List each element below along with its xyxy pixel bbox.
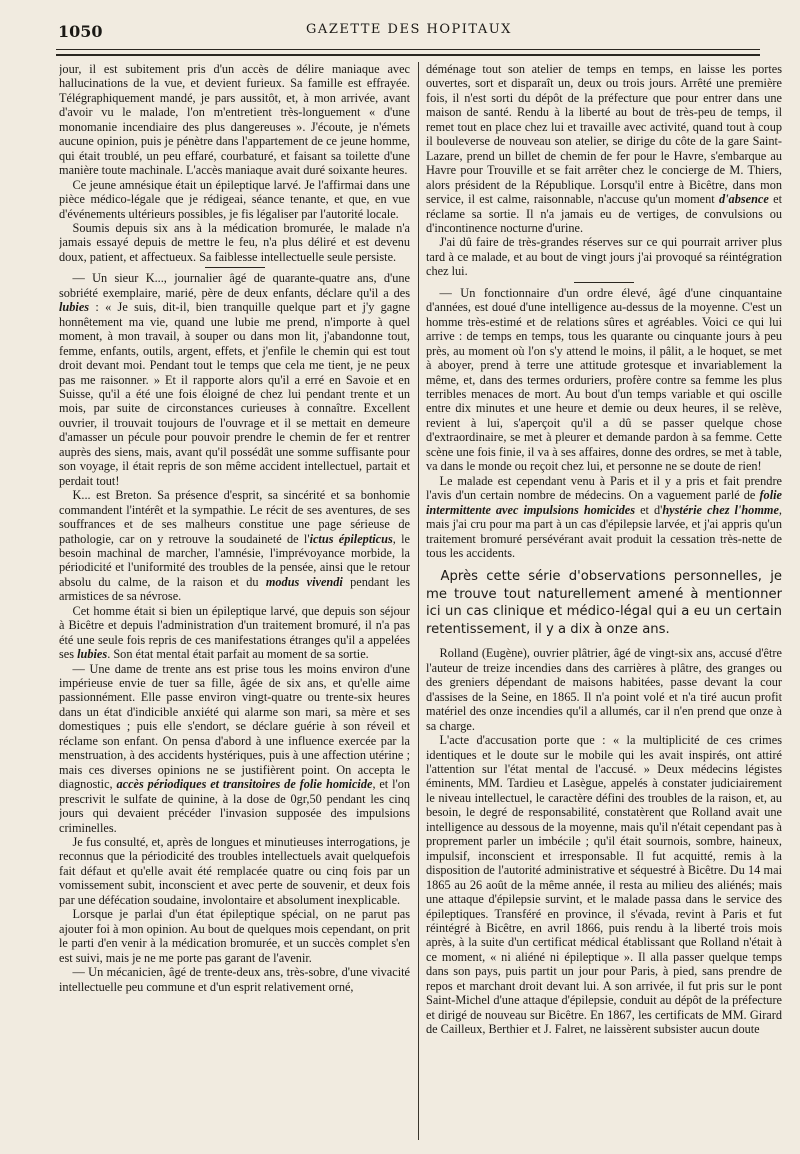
page-header xyxy=(58,18,760,48)
paragraph: Rolland (Eugène), ouvrier plâtrier, âgé de vingt-six ans, accusé d'être l'auteur de treize incendies dans des carrières à plâtre, des granges ou des greniers dépendant de maisons habitées, passe devant la cour d'assises de la Seine, en 1865. Il n'a point volé et n'a tiré aucun profit matériel des onze incendies qu'il a allumés, car il n'en prend que onze à sa charge. xyxy=(426,646,782,733)
paragraph: — Un sieur K..., journalier âgé de quarante-quatre ans, d'une sobriété exemplaire, marié, père de deux enfants, déclare qu'il a des lubies : « Je suis, dit-il, bien tranquille quelque part et j'y gagne honnêtement ma vie, quand une lubie me prend, n'importe à quel moment, à mon travail, à souper ou dans mon lit, j'abandonne tout, femme, enfants, outils, argent, effets, et j'enfile le chemin qui est tout droit devant moi. Pendant tout le temps que cela me tient, je ne peux pas me raisonner. » Et il rapporte alors qu'il a erré en Savoie et en Suisse, qu'il a été une fois éloigné de chez lui pendant trente et un mois, par suite de circonstances curieuses à connaître. Excellent ouvrier, il trouvait toujours de l'ouvrage et il se mettait en demeure d'amasser un pécule pour pouvoir prendre le chemin de fer et rentrer auprès des siens, mais, avant qu'il possédât une somme suffisante pour son voyage, il était repris de son même accident intellectuel, partait et perdait tout! xyxy=(59,271,410,488)
separator-rule xyxy=(205,267,265,268)
page-number: 1050 xyxy=(58,22,103,41)
column-divider xyxy=(418,62,419,1140)
section-lead-paragraph: Après cette série d'observations personnelles, je me trouve tout naturellement amené à mentionner ici un cas clinique et médico-légal qui a eu un certain retentissement, il y a dix à onze ans. xyxy=(426,569,782,637)
paragraph: Je fus consulté, et, après de longues et minutieuses interrogations, je reconnus que la périodicité des troubles intellectuels avait quelquefois fait défaut et qu'elle avait été remplacée quatre ou cinq fois par un vomissement subit, inconscient et avec perte de souvenir, et deux fois par une défécation soudaine, involontaire et absolument inexplicable. xyxy=(59,835,410,907)
paragraph: jour, il est subitement pris d'un accès de délire maniaque avec hallucinations de la vue, et devient furieux. Sa famille est effrayée. Télégraphiquement mandé, je pars aussitôt, et, à mon arrivée, avant d'avoir vu le malade, l'on m'entretient très-longuement « d'une monomanie incendiaire des plus dangereuses ». J'écoute, je n'émets aucune opinion, puis je pénètre dans l'appartement de ce jeune homme, qui était troublé, un peu effaré, courbaturé, et faisant sa toilette d'une manière toute machinale. L'accès maniaque avait duré soixante heures. xyxy=(59,62,410,178)
paragraph: Soumis depuis six ans à la médication bromurée, le malade n'a jamais essayé depuis de mettre le feu, n'a plus déliré et est devenu doux, patient, et affectueux. Sa faiblesse intellectuelle seule persiste. xyxy=(59,220,410,264)
paragraph: Cet homme était si bien un épileptique larvé, que depuis son séjour à Bicêtre et depuis l'administration d'un traitement bromuré, il n'a pas été une seule fois repris de ces manifestations étranges qu'il a appelées ses lubies. Son état mental était parfait au moment de sa sortie. xyxy=(59,603,410,662)
header-rule-thick xyxy=(56,54,760,56)
header-rule xyxy=(56,49,760,50)
right-column xyxy=(426,62,782,1142)
paragraph: K... est Breton. Sa présence d'esprit, sa sincérité et sa bonhomie commandent l'intérêt et la sympathie. Le récit de ses aventures, de ses souffrances et de ses malheurs constitue une page sérieuse de pathologie, car on y retrouve la soudaineté de l'ictus épilepticus, le besoin machinal de marcher, l'amnésie, l'imprévoyance morbide, la périodicité et l'uniformité des troubles de la pensée, ainsi que le retour absolu du calme, de la raison et du modus vivendi pendant les armistices de sa névrose. xyxy=(59,488,410,604)
paragraph: — Un mécanicien, âgé de trente-deux ans, très-sobre, d'une vivacité intellectuelle peu commune et d'un esprit relativement orné, xyxy=(59,965,410,994)
paragraph: — Une dame de trente ans est prise tous les moins environ d'une impérieuse envie de tuer sa fille, âgée de six ans, et qu'elle aime passionnément. Elle passe environ vingt-quatre ou trente-six heures dans un état d'indicible anxiété qui alarme son mari, sa mère et ses domestiques ; puis elle s'endort, se déclare guérie à son réveil et réclame son enfant. On pensa d'abord à une influence exercée par la menstruation, à des accidents hystériques, puis à une affection utérine ; mais ces diverses opinions ne se justifièrent point. On accepta le diagnostic, accès périodiques et transitoires de folie homicide, et l'on prescrivit le sulfate de quinine, à la dose de 0gr,50 pendant les cinq jours qui devaient précéder l'invasion supposée des impulsions criminelles. xyxy=(59,661,410,835)
journal-title: GAZETTE DES HOPITAUX xyxy=(306,22,512,37)
paragraph: L'acte d'accusation porte que : « la multiplicité de ces crimes identiques et le doute sur le mobile qui les avait inspirés, ont attiré l'attention sur l'état mental de l'accusé. » Deux médecins légistes éminents, MM. Tardieu et Lasègue, appelés à constater judiciairement le niveau intellectuel, le caractère défini des troubles de la raison, et, au besoin, le degré de responsabilité, constatèrent que Rolland avait une intelligence au dessous de la moyenne, mais qu'il n'était cependant pas à proprement parler un imbécile ; qu'il était sournois, sombre, haineux, impulsif, inconscient et irresponsable. Il fut acquitté, remis à la disposition de l'autorité administrative et séquestré à Bicêtre. Du 14 mai 1865 au 26 août de la même année, il resta au milieu des aliénés; mais une attaque d'épilepsie survint, et le malade passa dans le service des épileptiques. Transféré en province, il s'évada, revint à Paris et fut réintégré à Bicêtre, en avril 1866, puis rendu à la liberté trois mois après, à la suite d'un certificat médical établissant que Rolland n'était à ce moment, « ni aliéné ni épileptique ». Il alla passer quelque temps dans son pays, puis partit un jour pour Paris, à pied, sans prendre de repos et marchant droit devant lui. A son arrivée, il fut pris sur le pont Saint-Michel d'une attaque d'épilepsie, conduit au dépôt de la préfecture et dirigé de nouveau sur Bicêtre. En 1867, les certificats de MM. Girard de Cailleux, Berthier et J. Falret, ne laissèrent subsister aucun doute xyxy=(426,733,782,1037)
left-column xyxy=(59,62,410,1142)
paragraph: Le malade est cependant venu à Paris et il y a pris et fait prendre l'avis d'un certain nombre de médecins. On a vaguement parlé de folie intermittente avec impulsions homicides et d'hystérie chez l'homme, mais j'ai cru pour ma part à un cas d'épilepsie larvée, et j'ai appris qu'un traitement bromuré persévérant avait produit la cessation très-nette de tous les accidents. xyxy=(426,473,782,560)
separator-rule xyxy=(574,282,634,283)
paragraph: J'ai dû faire de très-grandes réserves sur ce qui pourrait arriver plus tard à ce malade, et au bout de vingt jours j'ai provoqué sa réintégration chez lui. xyxy=(426,235,782,279)
paragraph: déménage tout son atelier de temps en temps, en laisse les portes ouvertes, sort et disparaît un, deux ou trois jours. Arrêté une première fois, il n'est sorti du dépôt de la préfecture que pour entrer dans une maison de santé. Rendu à la liberté au bout de très-peu de temps, il remet tout en place chez lui et travaille avec activité, quand tout à coup il bouleverse de nouveau son atelier, se dirige du côte de la gare Saint-Lazare, prend un billet de chemin de fer pour le Havre, s'embarque au Havre pour Trouville et se fait arrêter chez le concierge de M. Thiers, alors président de la République. Lorsqu'il entre à Bicêtre, dans mon service, il est calme, raisonnable, n'accuse qu'un moment d'absence et réclame sa sortie. Il n'a jamais eu de vertiges, de convulsions ou d'incontinence nocturne d'urine. xyxy=(426,62,782,235)
paragraph: Ce jeune amnésique était un épileptique larvé. Je l'affirmai dans une pièce médico-légale que je rédigeai, séance tenante, et que, en vue d'événements ultérieurs possibles, je fis légaliser par l'autorité locale. xyxy=(59,177,410,221)
paragraph: — Un fonctionnaire d'un ordre élevé, âgé d'une cinquantaine d'années, est doué d'une intelligence au-dessus de la moyenne. C'est un homme très-estimé et de relations sûres et agréables. Voici ce qui lui arrive : de temps en temps, tous les quarante ou cinquante jours à peu près, au moment où l'on s'y attend le moins, il pâlit, a le hoquet, se met à aboyer, prend à terre une attitude grotesque et invariablement la même, et, dans des termes orduriers, profère contre sa femme les plus terribles menaces de mort. Au bout d'un temps variable et qui oscille entre dix minutes et une heure et demie ou deux heures, il se relève, revient à lui, s'aperçoit qu'il a dû se passer quelque chose d'extraordinaire, se met à pleurer et demande pardon à sa femme. Cette scène une fois finie, il va à ses affaires, donne des ordres, se met à table, va dans le monde ou reçoit chez lui, et personne ne se doute de rien! xyxy=(426,285,782,474)
paragraph: Lorsque je parlai d'un état épileptique spécial, on ne parut pas ajouter foi à mon opinion. Au bout de quelques mois cependant, on prit le parti d'en venir à la médication bromurée, et un succès complet s'en est suivi, mais je ne me porte pas garant de l'avenir. xyxy=(59,907,410,965)
